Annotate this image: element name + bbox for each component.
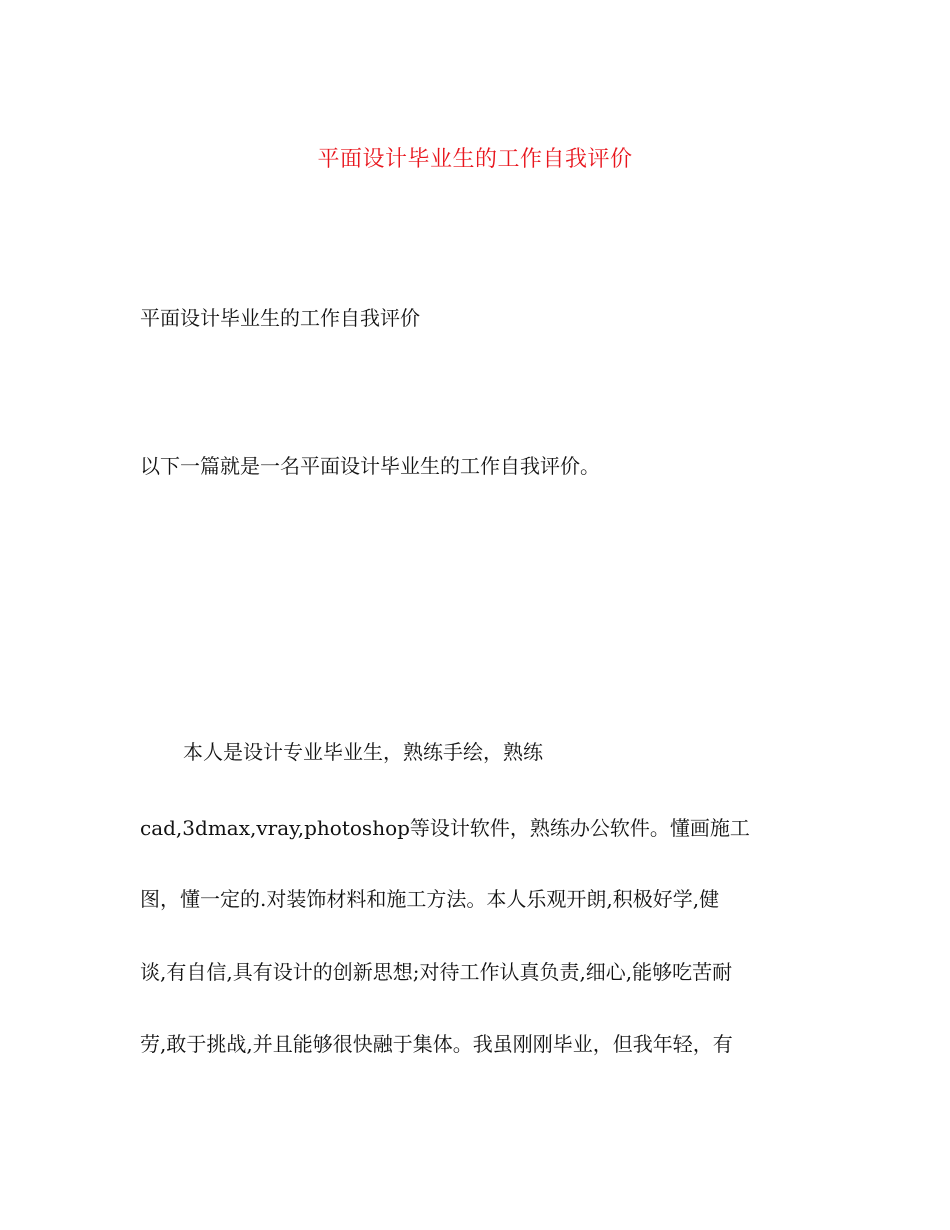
body-line: 劳,敢于挑战,并且能够很快融于集体。我虽刚刚毕业，但我年轻，有 <box>140 1032 733 1056</box>
intro-paragraph: 以下一篇就是一名平面设计毕业生的工作自我评价。 <box>140 454 600 478</box>
body-line: 本人是设计专业毕业生，熟练手绘，熟练 <box>183 740 543 764</box>
document-title: 平面设计毕业生的工作自我评价 <box>317 147 633 172</box>
body-line: 图，懂一定的.对装饰材料和施工方法。本人乐观开朗,积极好学,健 <box>140 887 720 911</box>
body-line: 谈,有自信,具有设计的创新思想;对待工作认真负责,细心,能够吃苦耐 <box>140 960 733 984</box>
section-heading: 平面设计毕业生的工作自我评价 <box>140 306 420 330</box>
body-line: cad,3dmax,vray,photoshop等设计软件，熟练办公软件。懂画施工 <box>140 816 750 840</box>
